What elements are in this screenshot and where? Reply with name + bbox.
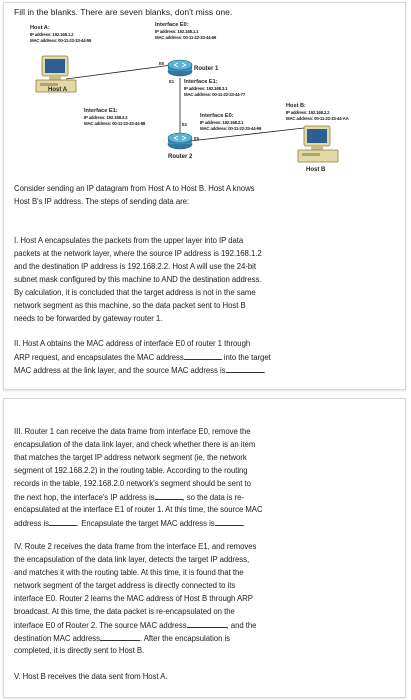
r1-e1-ip: IP address: 192.168.3.1 [184, 86, 228, 91]
step3-line-7: encapsulated at the interface E1 of router 1. At this time, the source MAC [14, 505, 263, 514]
intro-line-1: Consider sending an IP datagram from Host A to Host B. Host A knows [14, 184, 255, 193]
step4-line-9: completed, it is directly sent to Host B. [14, 646, 145, 655]
step1-line-7: needs to be forwarded by gateway router 1. [14, 314, 163, 323]
hostB-ip: IP address: 192.168.2.2 [286, 110, 330, 115]
step4-line-7-b: , and the [226, 621, 257, 630]
blank-1[interactable] [184, 351, 222, 360]
r2-e0-mac: MAC address: 00-11-22-33-44-99 [200, 126, 262, 131]
step2-line-2-a: ARP request, and encapsulates the MAC address [14, 353, 184, 362]
step4-line-1: IV. Route 2 receives the data frame from the interface E1, and removes [14, 542, 257, 551]
step4-line-8-b: . After the encapsulation is [139, 634, 231, 643]
r1-e1-label: Interface E1: [184, 79, 218, 85]
step3-line-8-c: . [242, 519, 245, 528]
r2-e1-label: Interface E1: [84, 108, 118, 114]
blank-3[interactable] [155, 491, 183, 500]
step1-line-4: subnet mask configured by this machine to AND the destination address. [14, 275, 262, 284]
step3-line-4: segment of 192.168.2.2) in the routing table. According to the routing [14, 466, 248, 475]
blank-5[interactable] [215, 517, 243, 526]
hostB-mac: MAC address: 00-11-22-33-44-AA [286, 116, 349, 121]
step2-line-2 [14, 351, 271, 365]
step3-line-6-b: , so the data is re- [182, 493, 244, 502]
step4-line-8 [14, 632, 230, 646]
r1-e1-mac: MAC address: 00-11-22-33-44-77 [184, 92, 246, 97]
step3-line-2: encapsulation of the data link layer, and check whether there is an item [14, 440, 256, 449]
step3-line-6-a: the next hop, the interface's IP address is [14, 493, 155, 502]
step4-line-2: the encapsulation of the data link layer, detects the target IP address, [14, 555, 250, 564]
step1-line-6: network segment as this machine, so the data packet sent to Host B [14, 301, 246, 310]
step5-line: V. Host B receives the data sent from Host A. [14, 672, 168, 681]
hostA-mac: MAC address: 00-11-22-33-44-55 [30, 38, 92, 43]
step1-line-2: packets at the network layer, where the source IP address is 192.168.1.2 [14, 249, 262, 258]
router2-icon [167, 133, 193, 151]
router2-name: Router 2 [168, 154, 193, 160]
r2-e1-ip: IP address: 192.168.3.2 [84, 115, 128, 120]
r2-e1-mac: MAC address: 00-11-22-33-44-88 [84, 121, 146, 126]
router2-e0-port: E0 [194, 136, 200, 141]
step3-line-5: records in the table, 192.168.2.0 network's segment should be sent to [14, 479, 251, 488]
hostB-computer-icon [296, 125, 342, 165]
question-card-top [3, 2, 406, 390]
hostB-name: Host B [306, 167, 326, 173]
r2-e0-label: Interface E0: [200, 113, 234, 119]
step3-line-8 [14, 517, 245, 531]
r1-e0-mac: MAC address: 00-11-22-33-44-66 [155, 35, 217, 40]
hostB-label: Host B: [286, 103, 306, 109]
intro-line-2: Host B's IP address. The steps of sending data are: [14, 197, 190, 206]
step2-line-3-a: MAC address at the link layer, and the source MAC address is [14, 366, 226, 375]
step4-line-7 [14, 619, 256, 633]
step4-line-8-a: destination MAC address [14, 634, 100, 643]
blank-4[interactable] [49, 517, 77, 526]
hostA-ip: IP address: 192.168.1.2 [30, 32, 74, 37]
blank-6[interactable] [187, 619, 227, 628]
step2-line-2-b: into the target [223, 353, 271, 362]
router2-e1-port: E1 [182, 122, 188, 127]
step4-line-3: and matches it with the routing table. At this time, it is found that the [14, 568, 244, 577]
r1-e0-ip: IP address: 192.168.1.1 [155, 29, 199, 34]
link-hostA-router1 [66, 65, 172, 79]
r2-e0-ip: IP address: 192.168.2.1 [200, 120, 244, 125]
hostA-name: Host A [48, 87, 68, 93]
step3-line-1: III. Router 1 can receive the data frame from interface E0, remove the [14, 427, 251, 436]
router1-e0-port: E0 [159, 61, 165, 66]
step4-line-4: network segment of the target address is directly connected to its [14, 581, 236, 590]
question-card-bottom [3, 398, 406, 698]
hostA-label: Host A: [30, 25, 50, 31]
router1-name: Router 1 [194, 66, 219, 72]
router1-e1-port: E1 [169, 79, 175, 84]
step4-line-5: interface E0. Router 2 learns the MAC address of Host B through ARP [14, 594, 253, 603]
question-title: Fill in the blanks. There are seven blanks, don't miss one. [14, 7, 233, 17]
step3-line-8-a: address is [14, 519, 50, 528]
step3-line-8-b: . Encapsulate the target MAC address is [77, 519, 215, 528]
step1-line-5: By calculation, it is concluded that the target address is not in the same [14, 288, 256, 297]
blank-2[interactable] [226, 364, 264, 373]
blank-7[interactable] [100, 632, 140, 641]
step2-line-1: II. Host A obtains the MAC address of interface E0 of router 1 through [14, 339, 251, 348]
step2-line-3 [14, 364, 266, 378]
step3-line-3: that matches the target IP address network segment (ie, the network [14, 453, 247, 462]
step4-line-7-a: interface E0 of Router 2. The source MAC address [14, 621, 187, 630]
step3-line-6 [14, 491, 244, 505]
step1-line-3: and the destination IP address is 192.168.2.2. Host A will use the 24-bit [14, 262, 256, 271]
r1-e0-label: Interface E0: [155, 22, 189, 28]
step4-line-6: broadcast. At this time, the data packet is re-encapsulated on the [14, 607, 235, 616]
router1-icon [167, 60, 193, 78]
step1-line-1: I. Host A encapsulates the packets from the upper layer into IP data [14, 236, 244, 245]
step2-line-3-b: . [263, 366, 266, 375]
